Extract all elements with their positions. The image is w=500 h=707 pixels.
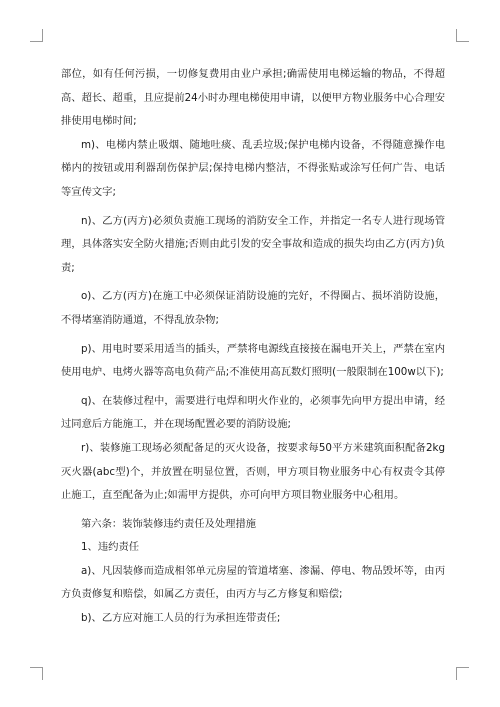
paragraph-item-m: m)、电梯内禁止吸烟、随地吐痰、乱丢垃圾;保护电梯内设备，不得随意操作电梯内的按钮或用利器刮伤保护层;保持电梯内整洁，不得张贴或涂写任何广告、电话等宣传文字;	[61, 138, 445, 198]
paragraph-item-o: o)、乙方(丙方)在施工中必须保证消防设施的完好，不得圈占、损坏消防设施，不得堵塞消防通道，不得乱放杂物;	[61, 290, 445, 326]
paragraph-item-n: n)、乙方(丙方)必须负责施工现场的消防安全工作，并指定一名专人进行现场管理，具体落实安全防火措施;否则由此引发的安全事故和造成的损失均由乙方(丙方)负责;	[61, 214, 445, 274]
crop-mark-bottom-left	[30, 667, 43, 680]
document-body	[61, 63, 445, 631]
paragraph-continuation: 部位，如有任何污损，一切修复费用由业户承担;确需使用电梯运输的物品，不得超高、超长、超重，且应提前24小时办理电梯使用申请，以便甲方物业服务中心合理安排使用电梯时间;	[61, 68, 445, 128]
subsection-heading-liability: 1、违约责任	[81, 541, 140, 554]
paragraph-item-r: r)、装修施工现场必须配备足的灭火设备，按要求每50平方米建筑面积配备2kg灭火器(abc型)个，并放置在明显位置，否则，甲方项目物业服务中心有权责令其停止施工，直至配备为止;如需甲方提供，亦可向甲方项目物业服务中心租用。	[61, 441, 445, 502]
paragraph-item-q: q)、在装修过程中，需要进行电焊和明火作业的，必须事先向甲方提出申请，经过同意后方能施工，并在现场配置必要的消防设施;	[61, 394, 445, 431]
crop-mark-top-left	[30, 29, 43, 42]
paragraph-item-a: a)、凡因装修而造成相邻单元房屋的管道堵塞、渗漏、停电、物品毁坏等，由丙方负责修复和赔偿，如属乙方责任，由丙方与乙方修复和赔偿;	[61, 564, 445, 601]
paragraph-item-b: b)、乙方应对施工人员的行为承担连带责任;	[81, 612, 281, 625]
paragraph-item-p: p)、用电时要采用适当的插头，严禁将电源线直接接在漏电开关上，严禁在室内使用电炉、电烤火器等高电负荷产品;不准使用高瓦数灯照明(一般限制在100w以下);	[61, 342, 445, 379]
crop-mark-top-right	[456, 29, 469, 42]
crop-mark-bottom-right	[456, 667, 469, 680]
section-heading-article-6: 第六条：装饰装修违约责任及处理措施	[81, 517, 257, 530]
